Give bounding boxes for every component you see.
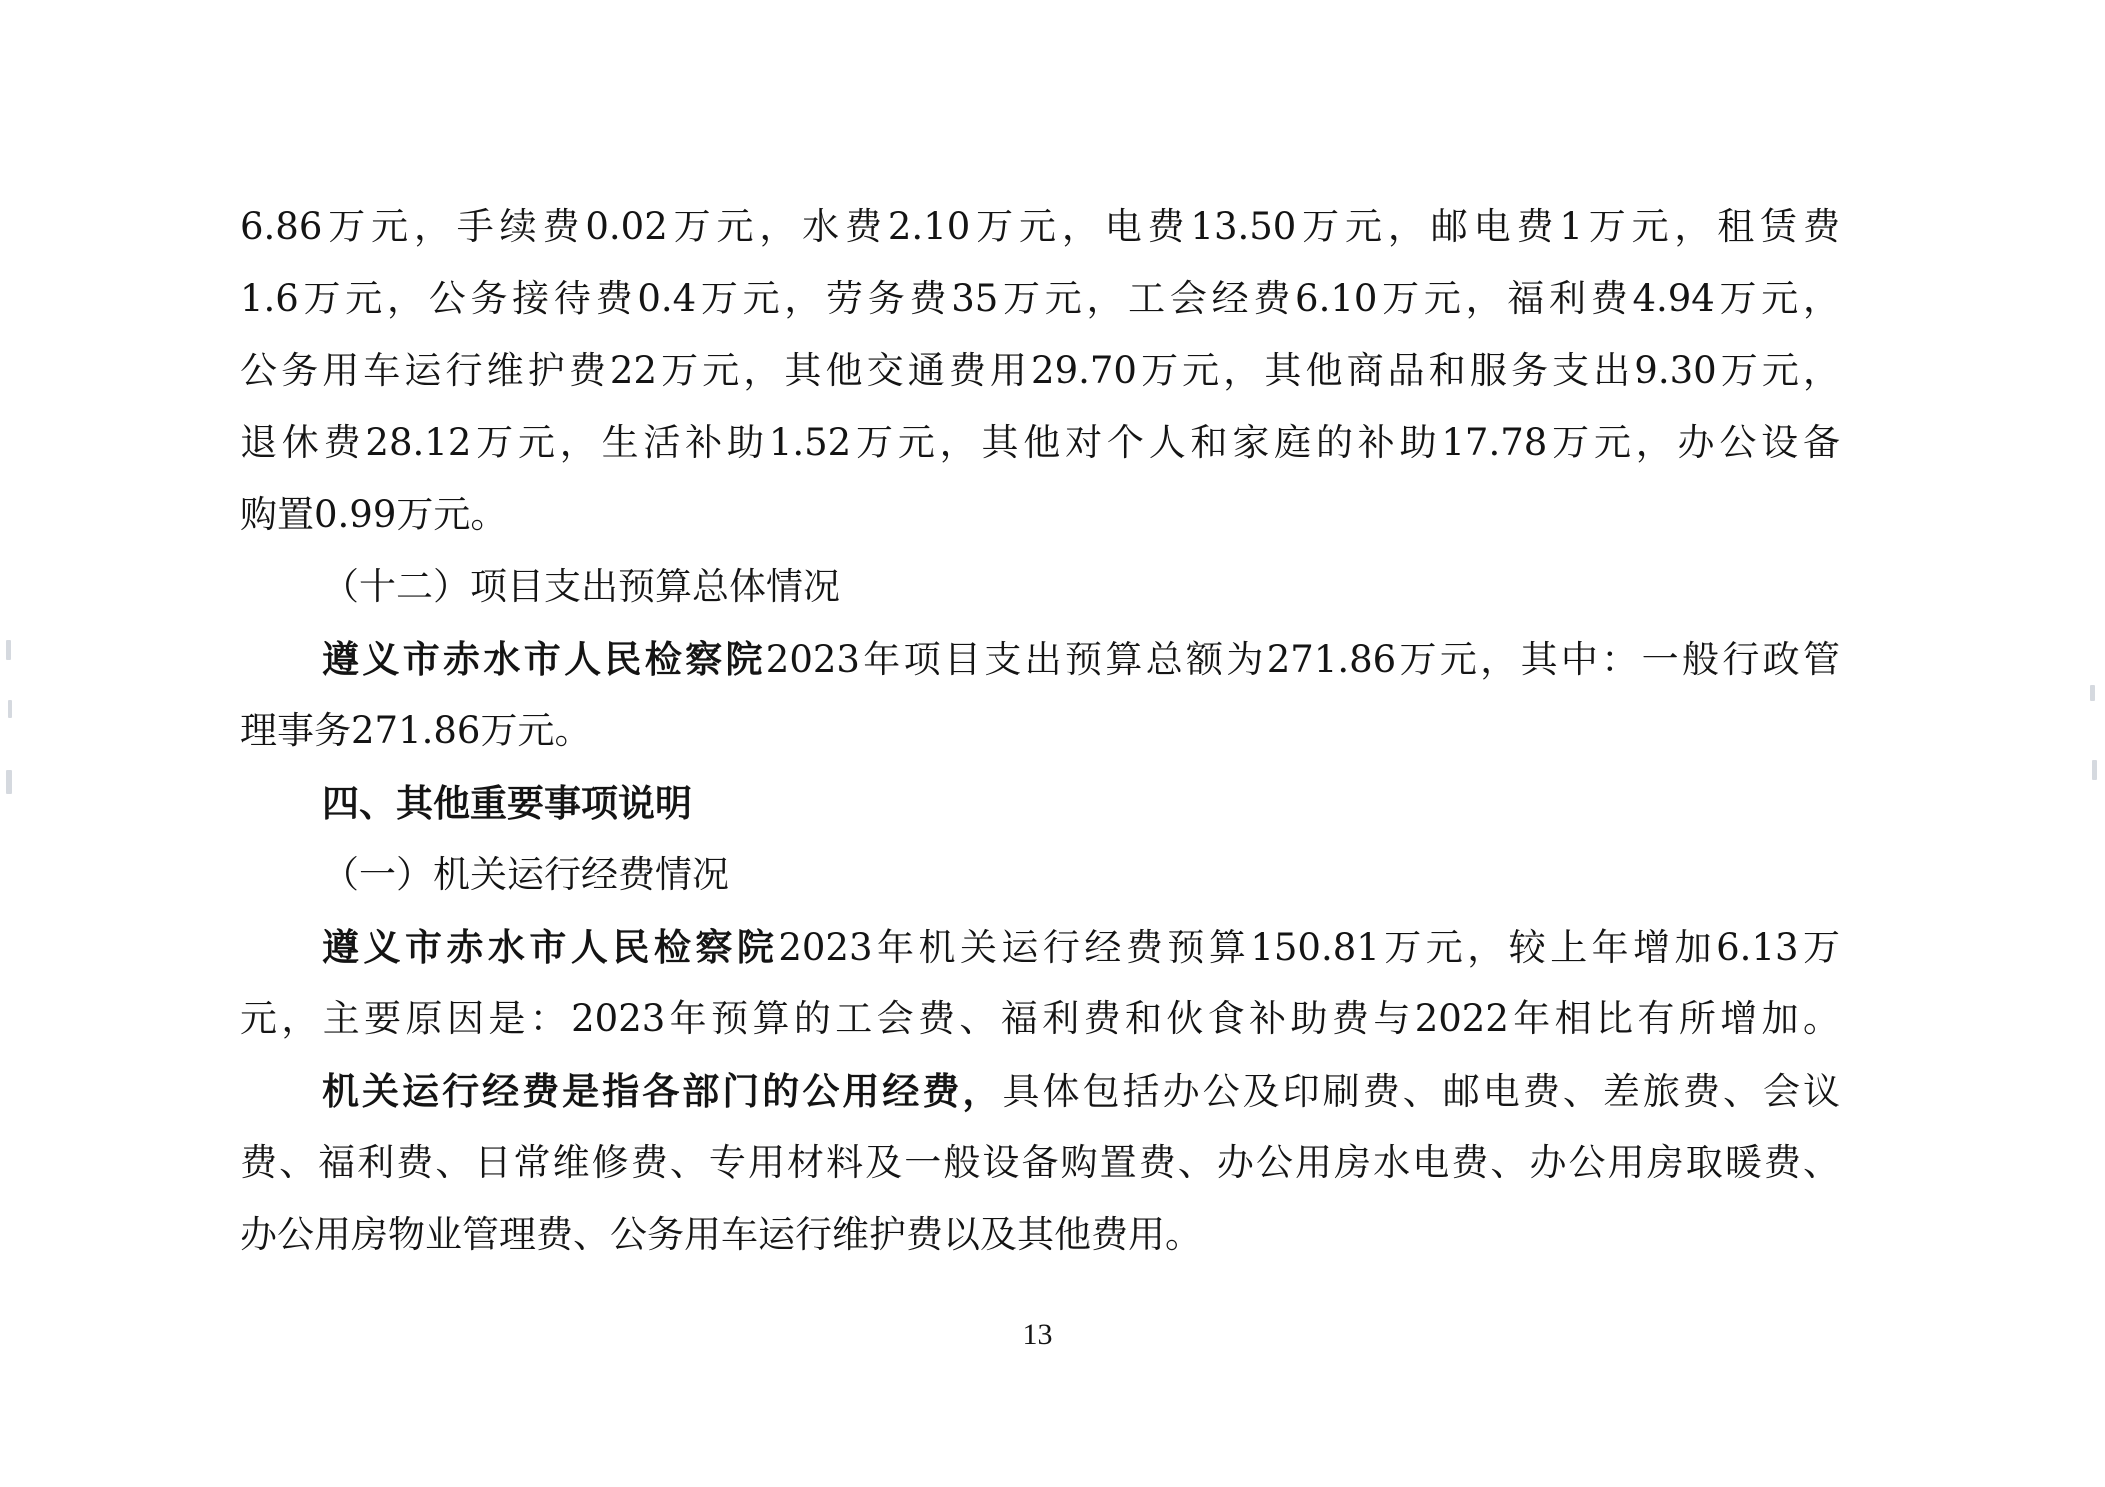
scan-artifact xyxy=(2092,760,2097,780)
text-line: 退休费28.12万元，生活补助1.52万元，其他对个人和家庭的补助17.78万元，办公设备 xyxy=(240,421,1840,464)
definition-paragraph-line-2: 费、福利费、日常维修费、专用材料及一般设备购置费、办公用房水电费、办公用房取暖费、 xyxy=(240,1141,1840,1184)
section-12-title: （十二）项目支出预算总体情况 xyxy=(322,565,840,608)
scan-artifact xyxy=(8,700,12,718)
scan-artifact xyxy=(6,640,11,660)
page-number: 13 xyxy=(1022,1318,1053,1351)
section-heading-4: 四、其他重要事项说明 xyxy=(322,781,692,825)
section-12-paragraph-line-2: 理事务271.86万元。 xyxy=(240,709,592,752)
paragraph-text: 2023年机关运行经费预算150.81万元，较上年增加6.13万 xyxy=(778,926,1841,969)
paragraph-text: 具体包括办公及印刷费、邮电费、差旅费、会议 xyxy=(1002,1070,1841,1113)
paragraph-bold-lead: 遵义市赤水市人民检察院 xyxy=(322,637,766,681)
section-12-paragraph-line-1 xyxy=(240,624,1840,694)
text-line: 购置0.99万元。 xyxy=(240,493,508,536)
operating-paragraph-line-1 xyxy=(240,912,1840,982)
definition-paragraph-line-3: 办公用房物业管理费、公务用车运行维护费以及其他费用。 xyxy=(240,1213,1202,1256)
text-line: 公务用车运行维护费22万元，其他交通费用29.70万元，其他商品和服务支出9.30万元， xyxy=(240,349,1840,392)
scan-artifact xyxy=(6,770,12,794)
paragraph-bold-lead: 遵义市赤水市人民检察院 xyxy=(322,925,779,969)
paragraph-text: 2023年项目支出预算总额为271.86万元，其中：一般行政管 xyxy=(765,638,1841,681)
operating-paragraph-line-2: 元，主要原因是：2023年预算的工会费、福利费和伙食补助费与2022年相比有所增加。 xyxy=(240,997,1840,1040)
scan-artifact xyxy=(2090,685,2095,701)
subheading-operating-costs: （一）机关运行经费情况 xyxy=(322,853,729,896)
text-line: 1.6万元，公务接待费0.4万元，劳务费35万元，工会经费6.10万元，福利费4.94万元， xyxy=(240,277,1840,320)
text-line: 6.86万元，手续费0.02万元，水费2.10万元，电费13.50万元，邮电费1万元，租赁费 xyxy=(240,205,1840,248)
paragraph-bold-lead: 机关运行经费是指各部门的公用经费， xyxy=(322,1069,1003,1113)
definition-paragraph-line-1 xyxy=(240,1056,1840,1126)
